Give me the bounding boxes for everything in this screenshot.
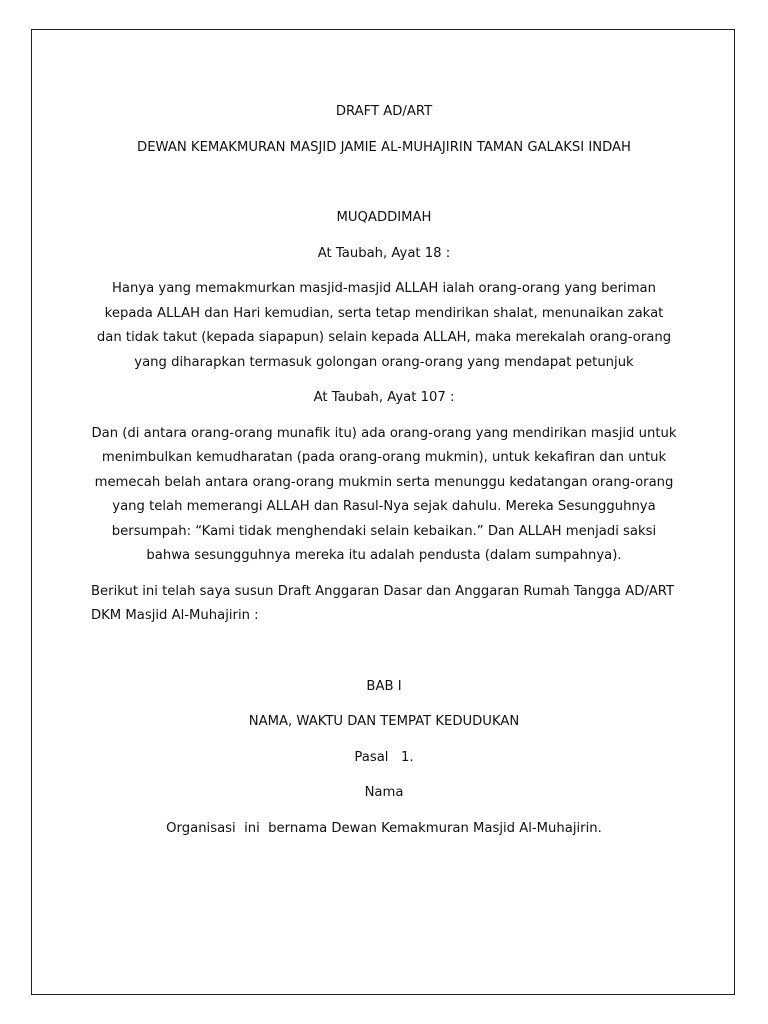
intro-paragraph: Berikut ini telah saya susun Draft Anggaran Dasar dan Anggaran Rumah Tangga AD/ART DKM Masjid Al-Muhajirin : bbox=[91, 583, 675, 623]
organization-title: DEWAN KEMAKMURAN MASJID JAMIE AL-MUHAJIRIN TAMAN GALAKSI INDAH bbox=[137, 139, 631, 155]
chapter-title: NAMA, WAKTU DAN TEMPAT KEDUDUKAN bbox=[248, 714, 520, 729]
article-name: Nama bbox=[364, 785, 404, 800]
document-title: DRAFT AD/ART bbox=[335, 104, 433, 119]
verse-text: Hanya yang memakmurkan masjid-masjid ALLAH ialah orang-orang yang beriman kepada ALLAH dan Hari kemudian, serta tetap mendirikan shalat, menunaikan zakat dan tidak takut (kepada siapapun) selain kepada ALLAH, maka merekalah orang-orang yang diharapkan termasuk golongan orang-orang yang mendapat petunjuk bbox=[96, 281, 672, 370]
article-text: Organisasi ini bernama Dewan Kemakmuran Masjid Al-Muhajirin. bbox=[166, 820, 602, 836]
chapter-number: BAB I bbox=[366, 678, 402, 694]
verse-text: Dan (di antara orang-orang munafik itu) ada orang-orang yang mendirikan masjid untuk menimbulkan kemudharatan (pada orang-orang mukmin), untuk kekafiran dan untuk memecah belah antara orang-orang mukmin serta menunggu kedatangan orang-orang yang telah memerangi ALLAH dan Rasul-Nya sejak dahulu. Mereka Sesungguhnya bersumpah: “Kami tidak menghendaki selain kebaikan.” Dan ALLAH menjadi saksi bahwa sesungguhnya mereka itu adalah pendusta (dalam sumpahnya). bbox=[91, 425, 677, 563]
article-number: Pasal 1. bbox=[354, 749, 414, 765]
document-body bbox=[91, 100, 677, 841]
verse-reference: At Taubah, Ayat 107 : bbox=[313, 390, 455, 405]
verse-reference: At Taubah, Ayat 18 : bbox=[317, 245, 451, 261]
muqaddimah-heading: MUQADDIMAH bbox=[336, 210, 432, 225]
